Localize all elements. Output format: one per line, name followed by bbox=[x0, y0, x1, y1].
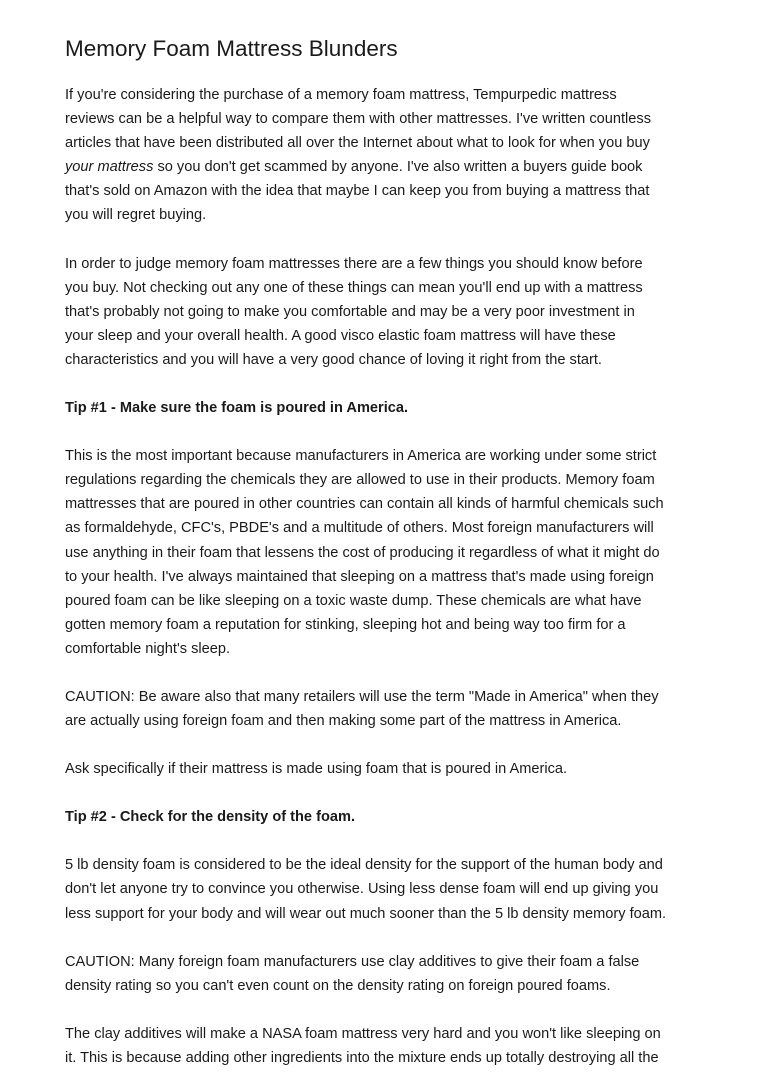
text-line: it. This is because adding other ingredients into the mixture ends up totally destroying all the bbox=[65, 1049, 659, 1066]
text-line: Ask specifically if their mattress is made using foam that is poured in America. bbox=[65, 761, 568, 778]
text-line: This is the most important because manufacturers in America are working under some strict bbox=[65, 448, 657, 465]
tip1-heading: Tip #1 - Make sure the foam is poured in America. bbox=[65, 400, 409, 417]
text-line: poured foam can be like sleeping on a toxic waste dump. These chemicals are what have bbox=[65, 592, 642, 609]
text-line: use anything in their foam that lessens the cost of producing it regardless of what it might do bbox=[65, 544, 660, 561]
text-line: The clay additives will make a NASA foam mattress very hard and you won't like sleeping on bbox=[65, 1025, 661, 1042]
judge-paragraph bbox=[65, 252, 713, 372]
text-line: don't let anyone try to convince you otherwise. Using less dense foam will end up giving you bbox=[65, 881, 659, 898]
text-line: 5 lb density foam is considered to be the ideal density for the support of the human body and bbox=[65, 857, 663, 874]
tip2-body-paragraph bbox=[65, 853, 713, 925]
text-line: density rating so you can't even count on the density rating on foreign poured foams. bbox=[65, 977, 611, 994]
text-line: you will regret buying. bbox=[65, 207, 207, 224]
tip2-clay-paragraph bbox=[65, 1022, 713, 1070]
italic-phrase: your mattress bbox=[65, 159, 154, 176]
text-line: your sleep and your overall health. A good visco elastic foam mattress will have these bbox=[65, 327, 616, 344]
text-line: In order to judge memory foam mattresses there are a few things you should know before bbox=[65, 255, 643, 272]
text-line: that's probably not going to make you comfortable and may be a very poor investment in bbox=[65, 303, 635, 320]
text-line: CAUTION: Be aware also that many retailers will use the term "Made in America" when they bbox=[65, 688, 659, 705]
text-line: characteristics and you will have a very good chance of loving it right from the start. bbox=[65, 351, 602, 368]
tip2-heading: Tip #2 - Check for the density of the foam. bbox=[65, 809, 356, 826]
tip1-caution-paragraph bbox=[65, 685, 713, 733]
text-line: that's sold on Amazon with the idea that maybe I can keep you from buying a mattress that bbox=[65, 183, 650, 200]
page-title: Memory Foam Mattress Blunders bbox=[65, 36, 398, 61]
text-line: as formaldehyde, CFC's, PBDE's and a multitude of others. Most foreign manufacturers will bbox=[65, 520, 654, 537]
text-line: regulations regarding the chemicals they are allowed to use in their products. Memory foam bbox=[65, 472, 655, 489]
text-line: articles that have been distributed all over the Internet about what to look for when you buy bbox=[65, 135, 650, 152]
text-fragment: so you don't get scammed by anyone. I've also written a buyers guide book bbox=[153, 159, 643, 176]
tip1-body-paragraph bbox=[65, 444, 713, 661]
text-line: are actually using foreign foam and then making some part of the mattress in America. bbox=[65, 713, 622, 730]
text-line: reviews can be a helpful way to compare them with other mattresses. I've written countless bbox=[65, 111, 651, 128]
tip1-ask-paragraph bbox=[65, 757, 713, 781]
text-line: CAUTION: Many foreign foam manufacturers use clay additives to give their foam a false bbox=[65, 953, 640, 970]
intro-paragraph bbox=[65, 83, 713, 228]
document-page bbox=[65, 32, 713, 1070]
tip2-caution-paragraph bbox=[65, 950, 713, 998]
text-line: If you're considering the purchase of a memory foam mattress, Tempurpedic mattress bbox=[65, 87, 617, 103]
text-line: you buy. Not checking out any one of these things can mean you'll end up with a mattress bbox=[65, 279, 643, 296]
text-line: less support for your body and will wear out much sooner than the 5 lb density memory foam. bbox=[65, 905, 667, 922]
text-line: comfortable night's sleep. bbox=[65, 640, 231, 657]
text-line bbox=[65, 155, 713, 179]
text-line: to your health. I've always maintained that sleeping on a mattress that's made using foreign bbox=[65, 568, 654, 585]
text-line: mattresses that are poured in other countries can contain all kinds of harmful chemicals such bbox=[65, 496, 664, 513]
text-line: gotten memory foam a reputation for stinking, sleeping hot and being way too firm for a bbox=[65, 616, 626, 633]
